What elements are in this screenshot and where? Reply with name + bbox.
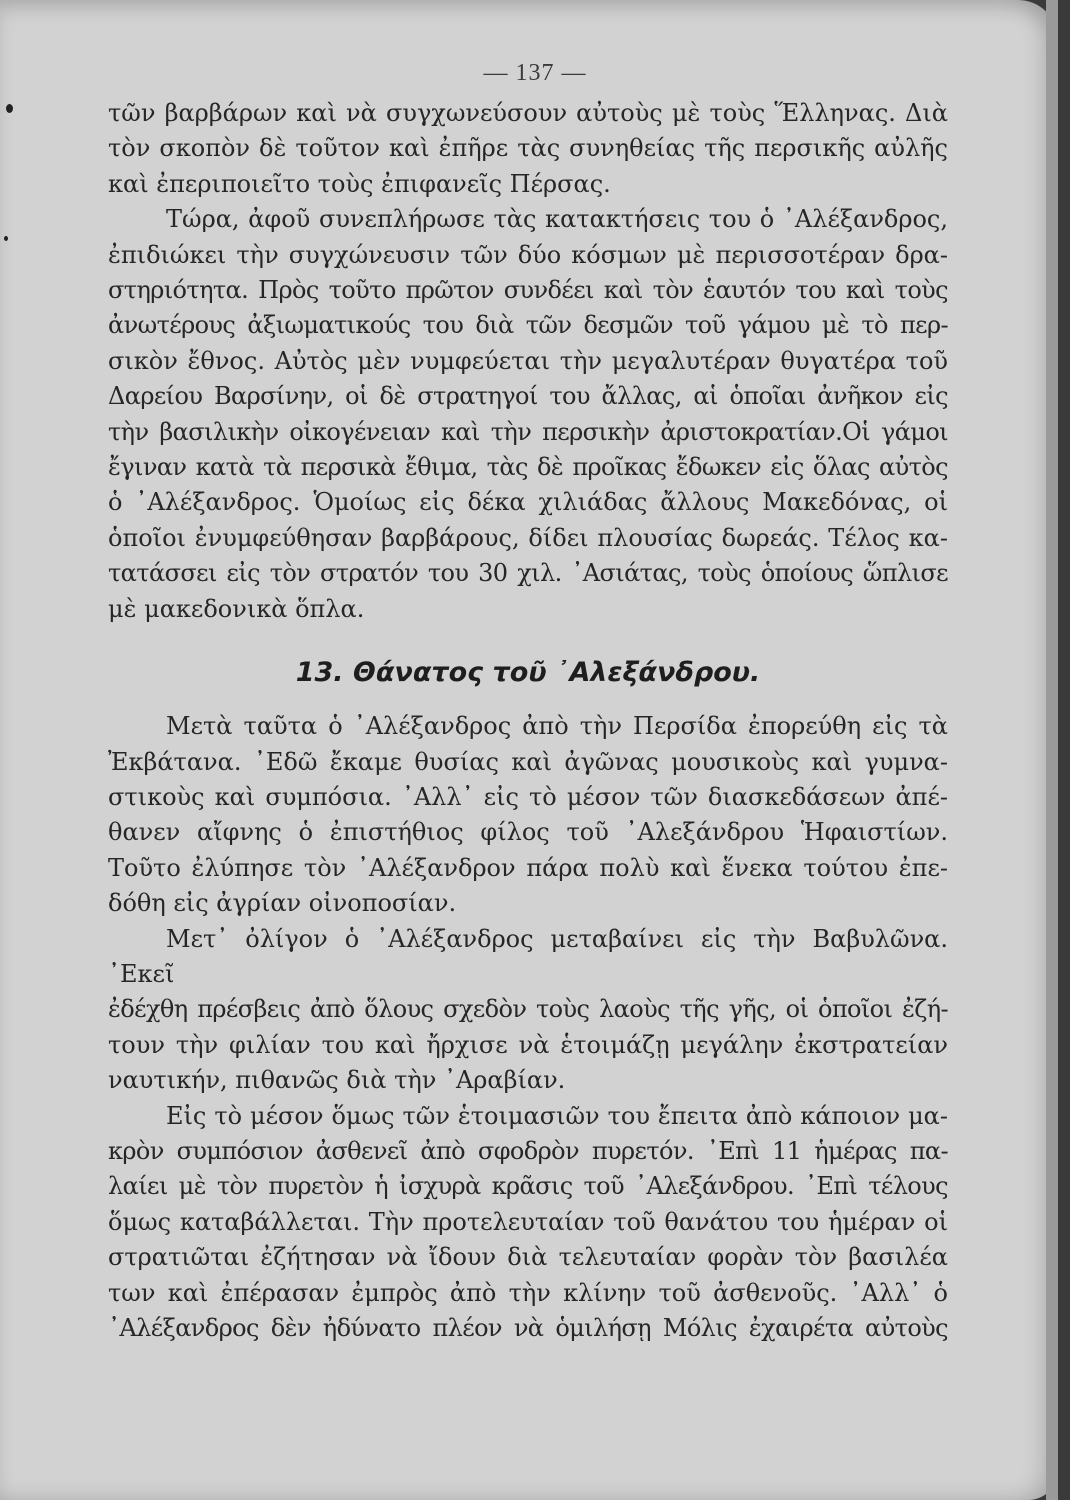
text-line: στηριότητα. Πρὸς τοῦτο πρῶτον συνδέει καὶ τὸν ἑαυτόν του καὶ τοὺς xyxy=(108,276,948,305)
text-line: ἀνωτέρους ἀξιωματικούς του διὰ τῶν δεσμῶν τοῦ γάμου μὲ τὸ περ- xyxy=(108,311,948,340)
text-line: ἐδέχθη πρέσβεις ἀπὸ ὅλους σχεδὸν τοὺς λαοὺς τῆς γῆς, οἱ ὁποῖοι ἐζή- xyxy=(108,995,948,1024)
text-line: καὶ ἐπεριποιεῖτο τοὺς ἐπιφανεῖς Πέρσας. xyxy=(108,169,611,198)
text-line: ὅμως καταβάλλεται. Τὴν προτελευταίαν τοῦ θανάτου του ἡμέραν οἱ xyxy=(108,1207,948,1236)
page-number: — 137 — xyxy=(483,60,587,86)
text-line: σικὸν ἔθνος. Αὐτὸς μὲν νυμφεύεται τὴν μεγαλυτέραν θυγατέρα τοῦ xyxy=(108,346,948,375)
text-line: ναυτικήν, πιθανῶς διὰ τὴν ᾿Αραβίαν. xyxy=(108,1066,566,1095)
text-line: Μετὰ ταῦτα ὁ ᾿Αλέξανδρος ἀπὸ τὴν Περσίδα ἐπορεύθη εἰς τὰ xyxy=(166,712,948,741)
text-line: Τοῦτο ἐλύπησε τὸν ᾿Αλέξανδρον πάρα πολὺ καὶ ἕνεκα τούτου ἐπε- xyxy=(108,853,948,882)
text-line: τουν τὴν φιλίαν του καὶ ἤρχισε νὰ ἑτοιμάζῃ μεγάλην ἐκστρατείαν xyxy=(108,1030,948,1059)
text-line: τατάσσει εἰς τὸν στρατόν του 30 χιλ. ᾿Ασιάτας, τοὺς ὁποίους ὥπλισε xyxy=(108,559,948,588)
text-line: Εἰς τὸ μέσον ὅμως τῶν ἑτοιμασιῶν του ἔπειτα ἀπὸ κάποιον μα- xyxy=(166,1101,948,1130)
text-line: ᾿Αλέξανδρος δὲν ἠδύνατο πλέον νὰ ὁμιλήσῃ Μόλις ἐχαιρέτα αὐτοὺς xyxy=(108,1314,948,1342)
section-heading: 13. Θάνατος τοῦ ᾿Αλεξάνδρου. xyxy=(295,657,761,689)
text-line: θανεν αἴφνης ὁ ἐπιστήθιος φίλος τοῦ ᾿Αλεξάνδρου Ἡφαιστίων. xyxy=(108,818,948,847)
text-line: ἐπιδιώκει τὴν συγχώνευσιν τῶν δύο κόσμων μὲ περισσοτέραν δρα- xyxy=(108,240,948,269)
text-line: λαίει μὲ τὸν πυρετὸν ἡ ἰσχυρὰ κρᾶσις τοῦ ᾿Αλεξάνδρου. ᾿Επὶ τέλους xyxy=(108,1172,948,1201)
text-line: Ἐκβάτανα. ᾿Εδῶ ἔκαμε θυσίας καὶ ἀγῶνας μουσικοὺς καὶ γυμνα- xyxy=(108,747,948,776)
text-line: Δαρείου Βαρσίνην, οἱ δὲ στρατηγοί του ἄλλας, αἱ ὁποῖαι ἀνῆκον εἰς xyxy=(108,382,948,411)
text-line: ὁ ᾿Αλέξανδρος. Ὁμοίως εἰς δέκα χιλιάδας ἄλλους Μακεδόνας, οἱ xyxy=(108,488,948,517)
text-line: Τώρα, ἀφοῦ συνεπλήρωσε τὰς κατακτήσεις του ὁ ᾿Αλέξανδρος, xyxy=(166,205,948,234)
scan-speck xyxy=(4,236,8,241)
text-line: τὸν σκοπὸν δὲ τοῦτον καὶ ἐπῆρε τὰς συνηθείας τῆς περσικῆς αὐλῆς xyxy=(108,134,948,163)
text-line: στρατιῶται ἐζήτησαν νὰ ἴδουν διὰ τελευταίαν φορὰν τὸν βασιλέα xyxy=(108,1243,948,1272)
scan-speck xyxy=(6,104,13,113)
text-line: δόθη εἰς ἀγρίαν οἰνοποσίαν. xyxy=(108,889,457,918)
text-line: Μετ᾿ ὀλίγον ὁ ᾿Αλέξανδρος μεταβαίνει εἰς τὴν Βαβυλῶνα. ᾿Εκεῖ xyxy=(108,924,948,988)
text-line: ἔγιναν κατὰ τὰ περσικὰ ἔθιμα, τὰς δὲ προῖκας ἔδωκεν εἰς ὅλας αὐτὸς xyxy=(108,453,948,482)
text-line: τὴν βασιλικὴν οἰκογένειαν καὶ τὴν περσικὴν ἀριστοκρατίαν.Οἱ γάμοι xyxy=(108,417,948,446)
text-line: τῶν βαρβάρων καὶ νὰ συγχωνεύσουν αὐτοὺς μὲ τοὺς Ἕλληνας. Διὰ xyxy=(108,99,948,127)
text-line: στικοὺς καὶ συμπόσια. ᾿Αλλ᾿ εἰς τὸ μέσον τῶν διασκεδάσεων ἀπέ- xyxy=(108,782,948,811)
page-body xyxy=(108,96,948,1346)
text-line: των καὶ ἐπέρασαν ἐμπρὸς ἀπὸ τὴν κλίνην τοῦ ἀσθενοῦς. ᾿Αλλ᾿ ὁ xyxy=(108,1278,948,1307)
text-line: μὲ μακεδονικὰ ὅπλα. xyxy=(108,594,365,623)
text-line: ὁποῖοι ἐνυμφεύθησαν βαρβάρους, δίδει πλουσίας δωρεάς. Τέλος κα- xyxy=(108,523,948,552)
page-edge-shadow xyxy=(1046,0,1058,1500)
text-line: κρὸν συμπόσιον ἀσθενεῖ ἀπὸ σφοδρὸν πυρετόν. ᾿Επὶ 11 ἡμέρας πα- xyxy=(108,1136,948,1165)
